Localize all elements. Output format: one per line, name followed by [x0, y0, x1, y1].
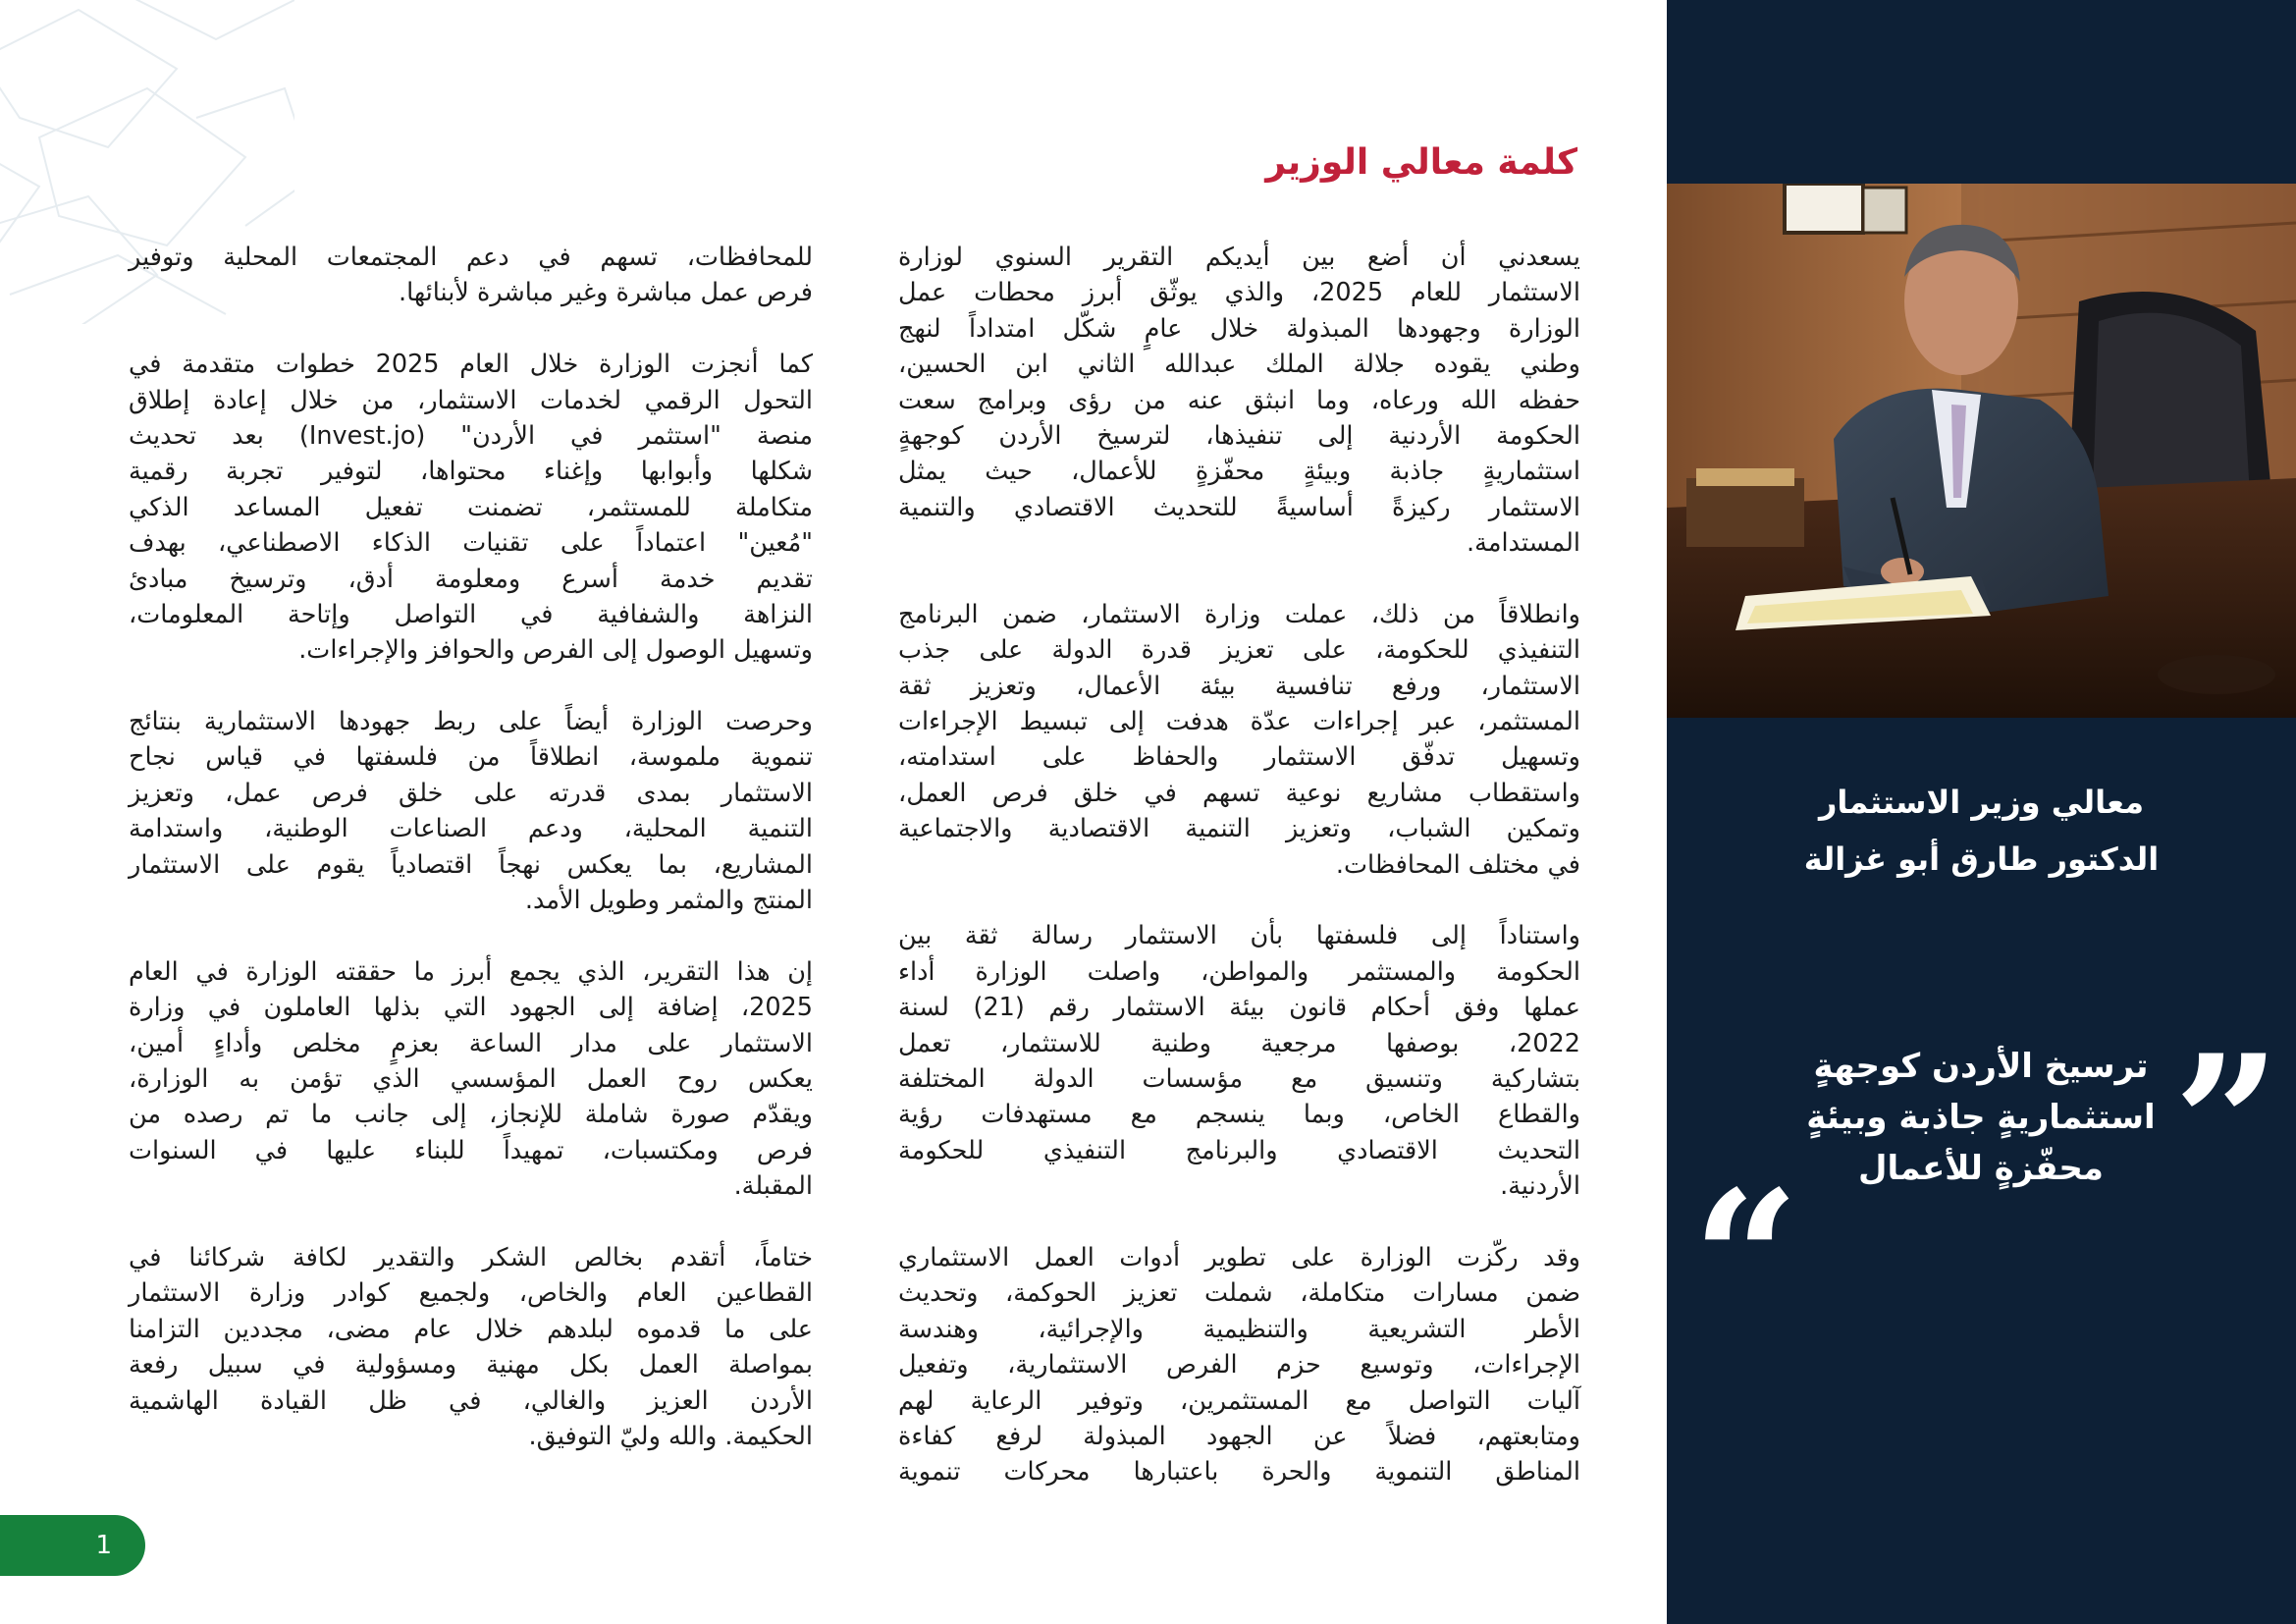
quote-close-icon: “	[1692, 1150, 1800, 1369]
text-line: تقديم خدمة أسرع ومعلومة أدق، وترسيخ مبادئ	[129, 564, 813, 594]
text-line: متكاملة للمستثمر، تضمنت تفعيل المساعد الذكي	[129, 492, 813, 522]
text-line: بمواصلة العمل بكل مهنية ومسؤولية في سبيل رفعة	[129, 1350, 813, 1380]
text-line: "مُعين" اعتماداً على تقنيات الذكاء الاصطناعي، بهدف	[129, 528, 813, 559]
text-line: الإجراءات، وتوسيع حزم الفرص الاستثمارية، وتفعيل	[898, 1350, 1580, 1380]
pull-quote	[1785, 1041, 2177, 1194]
text-line: وتسهيل الوصول إلى الفرص والحوافز والإجراءات.	[298, 635, 813, 666]
text-line: الاستثمار للعام 2025، والذي يوثّق أبرز محطات عمل	[898, 278, 1580, 308]
text-line: بتشاركية وتنسيق مع مؤسسات الدولة المختلفة	[898, 1063, 1580, 1094]
minister-photo	[1667, 184, 2296, 718]
text-line: الوزارة وجهودها المبذولة خلال عامٍ شكّل امتداداً لنهج	[898, 313, 1580, 344]
text-line: يسعدني أن أضع بين أيديكم التقرير السنوي لوزارة	[898, 243, 1580, 272]
text-line: النزاهة والشفافية في التواصل وإتاحة المعلومات،	[129, 599, 813, 629]
text-line: التنفيذي للحكومة، على تعزيز قدرة الدولة على جذب	[898, 635, 1580, 666]
text-line: حفظه الله ورعاه، وما انبثق عنه من رؤى وبرامج سعت	[898, 385, 1580, 415]
text-line: يعكس روح العمل المؤسسي الذي تؤمن به الوزارة،	[129, 1063, 813, 1094]
text-line: استثماريةٍ جاذبة وبيئةٍ محفّزةٍ للأعمال، حيث يمثل	[898, 457, 1580, 487]
text-line: ضمن مسارات متكاملة، شملت تعزيز الحوكمة، وتحديث	[898, 1278, 1580, 1309]
pull-quote-line: استثماريةٍ جاذبة وبيئةٍ	[1806, 1098, 2156, 1137]
text-line: المناطق التنموية والحرة باعتبارها محركات تنموية	[898, 1457, 1580, 1488]
text-line: وقد ركّزت الوزارة على تطوير أدوات العمل الاستثماري	[898, 1242, 1580, 1272]
text-line: كما أنجزت الوزارة خلال العام 2025 خطوات متقدمة في	[129, 350, 813, 380]
text-line: وتمكين الشباب، وتعزيز التنمية الاقتصادية والاجتماعية	[898, 814, 1580, 844]
text-column-right	[898, 240, 1580, 1490]
text-line: المشاريع، بما يعكس نهجاً اقتصادياً يقوم على الاستثمار	[129, 849, 813, 880]
caption-title: معالي وزير الاستثمار	[1818, 784, 2145, 821]
text-line: التحول الرقمي لخدمات الاستثمار، من خلال إعادة إطلاق	[129, 385, 813, 415]
text-line: 2025، إضافة إلى الجهود التي بذلها العاملون في وزارة	[129, 993, 813, 1023]
text-line: الأطر التشريعية والتنظيمية والإجرائية، وهندسة	[898, 1314, 1580, 1344]
text-line: الحكومة الأردنية إلى تنفيذها، لترسيخ الأردن كوجهةٍ	[898, 420, 1580, 451]
text-line: آليات التواصل مع المستثمرين، وتوفير الرعاية لهم	[898, 1385, 1580, 1416]
text-line: شكلها وأبوابها وإغناء محتواها، لتوفير تجربة رقمية	[129, 457, 813, 487]
text-line: واستناداً إلى فلسفتها بأن الاستثمار رسالة ثقة بين	[898, 921, 1580, 951]
text-line: في مختلف المحافظات.	[1335, 849, 1580, 880]
paragraph	[898, 597, 1580, 883]
text-line: وطني يقوده جلالة الملك عبدالله الثاني ابن الحسين،	[898, 350, 1580, 380]
pull-quote-line: ترسيخ الأردن كوجهةٍ	[1813, 1047, 2149, 1086]
page-title: كلمة معالي الوزير	[1265, 142, 1577, 183]
text-line: الحكومة والمستثمر والمواطن، واصلت الوزارة أداء	[898, 956, 1580, 987]
text-line: الاستثمار على مدار الساعة بعزمٍ مخلص وأداءٍ أمين،	[129, 1028, 813, 1058]
text-line: المستثمر، عبر إجراءات عدّة هدفت إلى تبسيط الإجراءات	[898, 707, 1580, 737]
text-line: الاستثمار، ورفع تنافسية بيئة الأعمال، وتعزيز ثقة	[898, 671, 1580, 701]
sidebar-panel	[1667, 0, 2296, 1624]
text-line: والقطاع الخاص، وبما ينسجم مع مستهدفات رؤية	[898, 1100, 1580, 1130]
paragraph	[898, 918, 1580, 1204]
text-line: على ما قدموه لبلدهم خلال عام مضى، مجددين التزامنا	[129, 1314, 813, 1344]
paragraph	[129, 1240, 813, 1454]
text-line: ومتابعتهم، فضلاً عن الجهود المبذولة لرفع كفاءة	[898, 1421, 1580, 1451]
text-column-left	[129, 240, 813, 1454]
paragraph	[898, 240, 1580, 562]
text-line: المنتج والمثمر وطويل الأمد.	[524, 886, 813, 916]
text-line: التنمية المحلية، ودعم الصناعات الوطنية، واستدامة	[129, 814, 813, 844]
text-line: الاستثمار بمدى قدرته على خلق فرص عمل، وتعزيز	[129, 778, 813, 808]
paragraph	[129, 954, 813, 1205]
text-line: فرص عمل مباشرة وغير مباشرة لأبنائها.	[399, 278, 813, 308]
text-line: المستدامة.	[1467, 528, 1580, 559]
paragraph	[129, 240, 813, 311]
paragraph	[898, 1240, 1580, 1490]
text-line: 2022، بوصفها مرجعية وطنية للاستثمار، تعمل	[898, 1028, 1580, 1058]
quote-open-icon: ”	[2173, 1014, 2281, 1233]
text-line: التحديث الاقتصادي والبرنامج التنفيذي للحكومة	[898, 1135, 1580, 1165]
text-line: تنموية ملموسة، انطلاقاً من فلسفتها في قياس نجاح	[129, 742, 813, 773]
text-line: فرص ومكتسبات، تمهيداً للبناء عليها في السنوات	[129, 1135, 813, 1165]
paragraph	[129, 347, 813, 669]
caption-name: الدكتور طارق أبو غزالة	[1803, 840, 2160, 878]
text-line: المقبلة.	[733, 1171, 813, 1202]
text-line: الأردنية.	[1500, 1171, 1580, 1202]
text-line: واستقطاب مشاريع نوعية تسهم في خلق فرص العمل،	[898, 778, 1580, 808]
text-line: إن هذا التقرير، الذي يجمع أبرز ما حققته الوزارة في العام	[129, 956, 813, 987]
text-line: للمحافظات، تسهم في دعم المجتمعات المحلية وتوفير	[129, 243, 813, 272]
text-line: ختاماً، أتقدم بخالص الشكر والتقدير لكافة شركائنا في	[129, 1242, 813, 1272]
text-line: منصة "استثمر في الأردن" (Invest.jo) بعد تحديث	[129, 420, 813, 451]
text-line: الاستثمار ركيزةً أساسيةً للتحديث الاقتصادي والتنمية	[898, 492, 1580, 522]
text-line: عملها وفق أحكام قانون بيئة الاستثمار رقم (21) لسنة	[898, 993, 1580, 1023]
pull-quote-line: محفّزةٍ للأعمال	[1858, 1149, 2104, 1188]
text-line: وحرصت الوزارة أيضاً على ربط جهودها الاستثمارية بنتائج	[129, 707, 813, 737]
page-number-badge: 1	[0, 1515, 145, 1576]
photo-caption	[1667, 774, 2296, 888]
text-line: الأردن العزيز والغالي، في ظل القيادة الهاشمية	[129, 1385, 813, 1416]
paragraph	[129, 704, 813, 918]
text-line: الحكيمة. والله وليّ التوفيق.	[528, 1421, 813, 1451]
text-line: القطاعين العام والخاص، ولجميع كوادر وزارة الاستثمار	[129, 1278, 813, 1309]
text-line: وانطلاقاً من ذلك، عملت وزارة الاستثمار، ضمن البرنامج	[898, 599, 1580, 629]
text-line: وتسهيل تدفّق الاستثمار والحفاظ على استدامته،	[898, 742, 1580, 773]
text-line: ويقدّم صورة شاملة للإنجاز، إلى جانب ما تم رصده من	[129, 1100, 813, 1130]
